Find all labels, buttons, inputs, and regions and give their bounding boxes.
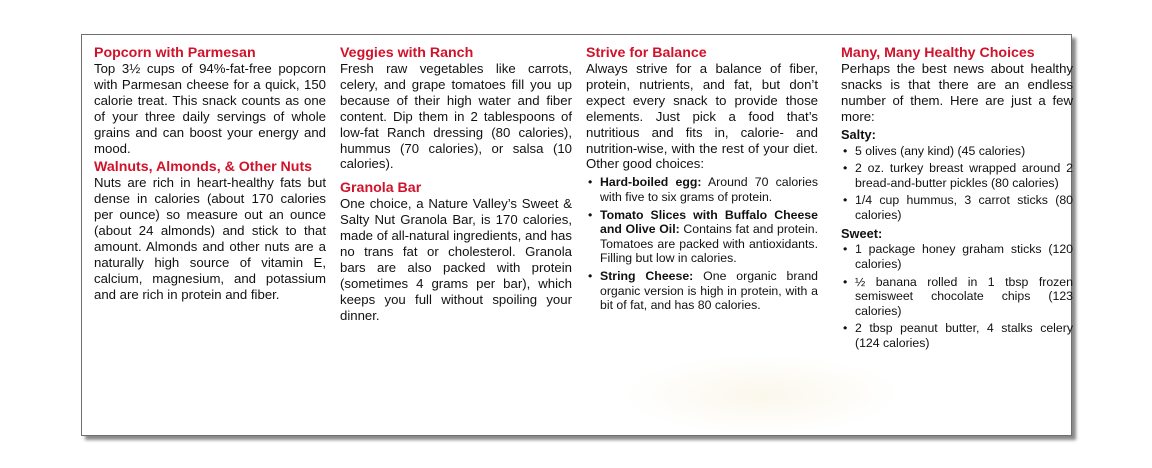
list-item: • 2 oz. turkey breast wrapped around 2 bread-and-butter pickles (80 calories) bbox=[841, 161, 1073, 190]
heading-granola: Granola Bar bbox=[340, 180, 422, 197]
list-item: • 2 tbsp peanut butter, 4 stalks celery (124 calories) bbox=[841, 321, 1073, 350]
column-1 bbox=[94, 45, 326, 303]
bullet-bold: Tomato Slices with Buffalo Cheese and Olive Oil: bbox=[600, 207, 818, 237]
column-3 bbox=[586, 45, 818, 316]
heading-nuts: Walnuts, Almonds, & Other Nuts bbox=[94, 159, 313, 176]
heading-balance: Strive for Balance bbox=[586, 45, 707, 61]
salty-label: Salty: bbox=[841, 126, 876, 142]
bullet-text: Contains fat and protein. Tomatoes are packed with antioxidants. Filling but low in calories. bbox=[600, 222, 819, 266]
list-item: • 5 olives (any kind) (45 calories) bbox=[841, 144, 1073, 159]
snack-tips-panel bbox=[81, 34, 1072, 436]
bullet-text: One organic brand organic version is high in protein, with a bit of fat, and has 80 calories. bbox=[600, 268, 818, 313]
text-popcorn: Top 3½ cups of 94%-fat-free popcorn with Parmesan cheese for a quick, 150 calorie treat. This snack counts as one of your three daily servings of whole grains and can boost your energy and mood. bbox=[94, 61, 326, 156]
sweet-label: Sweet: bbox=[841, 225, 883, 241]
balance-list bbox=[586, 175, 818, 312]
text-granola: One choice, a Nature Valley’s Sweet & Salty Nut Granola Bar, is 170 calories, made of all-natural ingredients, and has no trans fat or cholesterol. Granola bars are also packed with protein (sometimes 4 grams per bar), which keeps you full without spoiling your dinner. bbox=[340, 196, 572, 323]
text-nuts: Nuts are rich in heart-healthy fats but dense in calories (about 170 calories per ounce) so measure out an ounce (about 24 almonds) and stick to that amount. Almonds and other nuts are a naturally high source of vitamin E, calcium, magnesium, and potassium and are rich in protein and fiber. bbox=[94, 175, 326, 302]
list-item bbox=[586, 208, 818, 266]
column-4 bbox=[841, 45, 1073, 354]
heading-choices: Many, Many Healthy Choices bbox=[841, 45, 1035, 61]
heading-popcorn: Popcorn with Parmesan bbox=[94, 45, 256, 61]
paper-shading bbox=[622, 355, 902, 435]
list-item: • ½ banana rolled in 1 tbsp frozen semisweet chocolate chips (123 calories) bbox=[841, 275, 1073, 319]
sweet-list bbox=[841, 242, 1073, 350]
text-veggies: Fresh raw vegetables like carrots, celery, and grape tomatoes fill you up because of their high water and fiber content. Dip them in 2 tablespoons of low-fat Ranch dressing (80 calories), hummus (70 calories), or salsa (10 calories). bbox=[340, 61, 572, 172]
column-2 bbox=[340, 45, 572, 324]
salty-list bbox=[841, 144, 1073, 223]
text-choices: Perhaps the best news about healthy snacks is that there are an endless number of them. Here are just a few more: bbox=[841, 61, 1073, 124]
text-balance: Always strive for a balance of fiber, protein, nutrients, and fat, but don’t expect every snack to provide those elements. Just pick a food that’s nutritious and fits in, calorie- and nutrition-wise, with the rest of your diet. Other good choices: bbox=[586, 61, 818, 172]
list-item: • 1 package honey graham sticks (120 calories) bbox=[841, 242, 1073, 271]
heading-veggies: Veggies with Ranch bbox=[340, 45, 474, 61]
bullet-text: Around 70 calories with five to six grams of protein. bbox=[600, 175, 818, 204]
bullet-bold: Hard-boiled egg: bbox=[600, 175, 702, 190]
list-item bbox=[586, 175, 818, 204]
bullet-bold: String Cheese: bbox=[600, 268, 694, 283]
list-item bbox=[586, 269, 818, 313]
list-item: • 1/4 cup hummus, 3 carrot sticks (80 calories) bbox=[841, 193, 1073, 222]
